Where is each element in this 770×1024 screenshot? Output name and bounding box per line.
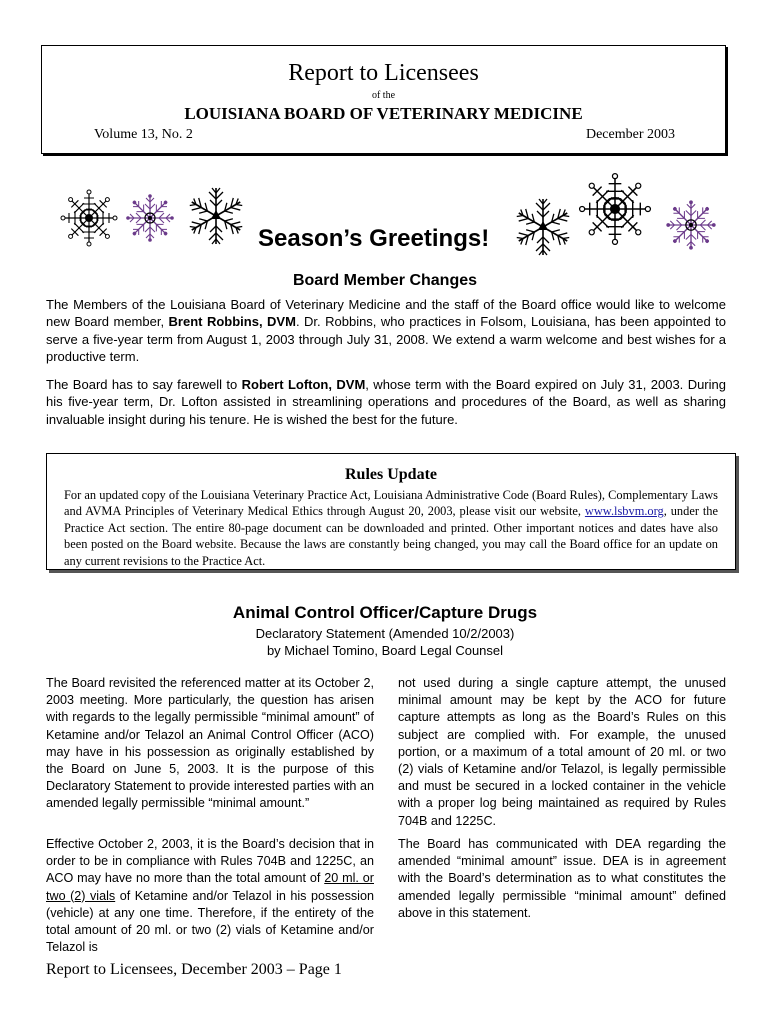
paragraph-text: The Board has to say farewell to: [46, 377, 242, 392]
paragraph-text: Effective October 2, 2003, it is the Board’s decision that in order to be in compliance with Rules 704B and 1225C, an ACO may have no more than the total amount of: [46, 837, 374, 886]
page-footer: Report to Licensees, December 2003 – Page 1: [46, 961, 342, 978]
issue-date: December 2003: [585, 127, 675, 142]
board-changes-paragraph-1: [46, 296, 726, 365]
snowflake-icon: [180, 180, 252, 252]
board-member-changes-heading: Board Member Changes: [292, 272, 478, 289]
aco-column-2-paragraph-1: not used during a single capture attempt, the unused minimal amount may be kept by the ACO for future capture attempts as long as the Board’s Rules on this subject are complied with. For example, the unused portion, or a maximum of a total amount of 20 ml. or two (2) vials of Ketamine and/or Telazol, is legally permissible and must be secured in a locked container in the vehicle with a proper log being maintained as required by Rules 704B and 1225C.: [398, 676, 726, 828]
aco-article-subheading: Declaratory Statement (Amended 10/2/2003): [255, 626, 515, 641]
rules-update-heading: Rules Update: [344, 466, 437, 483]
paragraph-text: For an updated copy of the Louisiana Veterinary Practice Act, Louisiana Administrative Code (Board Rules), Complementary Laws and AVMA Principles of Veterinary Medical Ethics through August 20, 2003, please visit our website,: [64, 488, 718, 519]
aco-column-1-paragraph-1: The Board revisited the referenced matter at its October 2, 2003 meeting. More particularly, the question has arisen with regards to the legally permissible “minimal amount” of Ketamine and/or Telazol an Animal Control Officer (ACO) may have in his possession as originally established by the Board on June 5, 2003. It is the purpose of this Declaratory Statement to provide interested parties with an amended legally permissible “minimal amount.”: [46, 676, 374, 811]
board-changes-paragraph-2: [46, 376, 726, 428]
newsletter-title: Report to Licensees: [288, 60, 479, 86]
new-member-name: Brent Robbins, DVM: [168, 314, 296, 330]
snowflake-icon: [662, 196, 720, 254]
board-name: LOUISIANA BOARD OF VETERINARY MEDICINE: [184, 104, 583, 123]
underlined-limit: 20 ml. or two (2) vials: [46, 871, 374, 903]
board-website-link[interactable]: www.lsbvm.org: [584, 504, 664, 519]
masthead: [41, 45, 726, 154]
paragraph-text: of Ketamine and/or Telazol in his possession (vehicle) at any one time. Therefore, if the entirety of the total amount of 20 ml. or two (2) vials of Ketamine and/or Telazol is: [46, 888, 374, 955]
snowflake-icon: [512, 196, 574, 258]
rules-update-text: [64, 487, 718, 569]
paragraph-text: The Members of the Louisiana Board of Veterinary Medicine and the staff of the Board office would like to welcome new Board member,: [46, 297, 726, 330]
aco-column-1-paragraph-2: [46, 836, 374, 956]
snowflake-icon: [122, 190, 178, 246]
snowflake-icon: [572, 166, 658, 252]
rules-update-box: [46, 453, 736, 570]
aco-column-2-paragraph-2: The Board has communicated with DEA regarding the amended “minimal amount” issue. DEA is in agreement with the Board’s determination as to what constitutes the amended legally permissible “minimal amount” defined above in this statement.: [398, 837, 726, 920]
snowflake-icon: [55, 184, 123, 252]
paragraph-text: . Dr. Robbins, who practices in Folsom, Louisiana, has been appointed to serve a five-year term from August 1, 2003 through July 31, 2008. We extend a warm welcome and best wishes for a productive term.: [46, 314, 726, 364]
newsletter-of-the: of the: [371, 90, 396, 101]
paragraph-text: , under the Practice Act section. The entire 80-page document can be downloaded and printed. Other important notices and dates have also been posted on the Board website. Because the laws are constantly being changed, you may call the Board office for an update on any current revisions to the Practice Act.: [64, 504, 718, 568]
paragraph-text: , whose term with the Board expired on July 31, 2003. During his five-year term, Dr. Lofton assisted in streamlining operations and procedures of the Board, as well as sharing invaluable insight during his tenure. He is wished the best for the future.: [46, 377, 726, 427]
aco-article-byline: by Michael Tomino, Board Legal Counsel: [266, 643, 504, 658]
seasons-greetings-heading: Season’s Greetings!: [258, 225, 490, 252]
aco-article-heading: Animal Control Officer/Capture Drugs: [232, 603, 538, 622]
departing-member-name: Robert Lofton, DVM: [241, 377, 366, 392]
volume-number: Volume 13, No. 2: [94, 127, 193, 142]
